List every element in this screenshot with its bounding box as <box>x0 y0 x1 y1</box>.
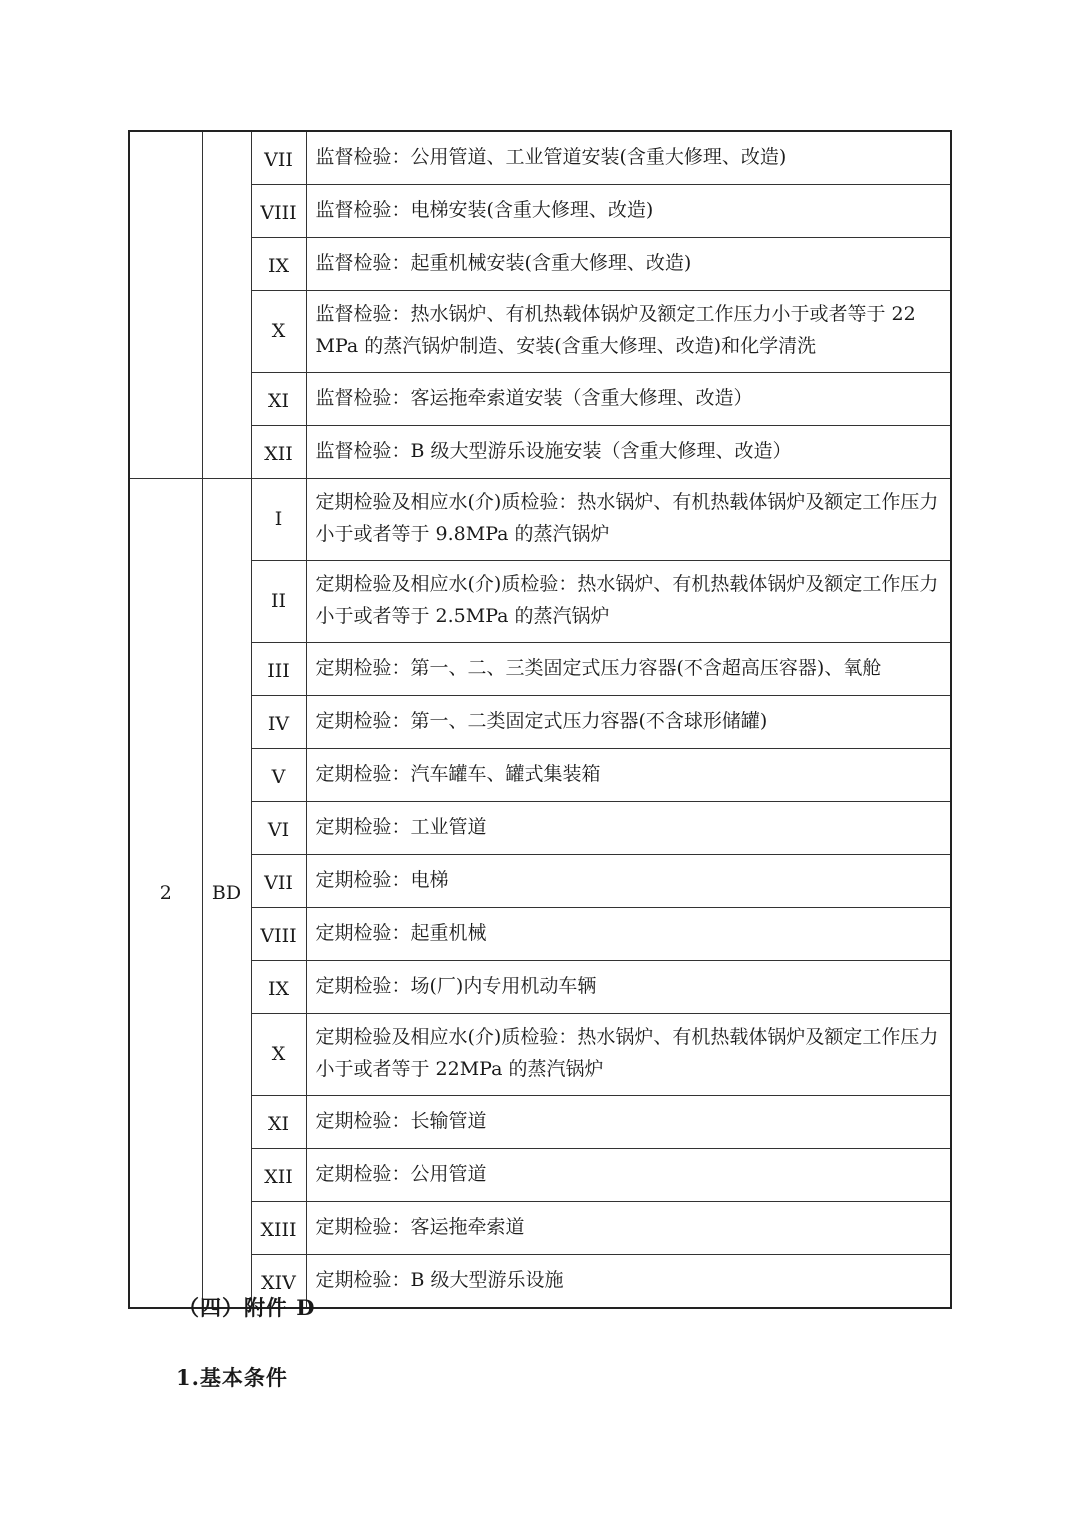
section-heading: （四）附件 D <box>178 1295 316 1320</box>
description-cell: 定期检验及相应水(介)质检验：热水锅炉、有机热载体锅炉及额定工作压力小于或者等于 9.8MPa 的蒸汽锅炉 <box>306 479 951 561</box>
table-row <box>129 855 951 908</box>
table-row <box>129 802 951 855</box>
table-row <box>129 1014 951 1096</box>
table-row <box>129 426 951 479</box>
level-cell: VIII <box>251 908 306 961</box>
description-cell: 定期检验及相应水(介)质检验：热水锅炉、有机热载体锅炉及额定工作压力小于或者等于 22MPa 的蒸汽锅炉 <box>306 1014 951 1096</box>
table-row <box>129 908 951 961</box>
level-cell: IX <box>251 961 306 1014</box>
level-cell: XIII <box>251 1202 306 1255</box>
description-cell: 监督检验：起重机械安装(含重大修理、改造) <box>306 238 951 291</box>
table-row <box>129 479 951 561</box>
inspection-scope-table <box>128 130 952 1309</box>
description-cell: 定期检验：客运拖牵索道 <box>306 1202 951 1255</box>
group-code-cell <box>202 131 251 479</box>
table-row <box>129 238 951 291</box>
description-cell: 定期检验：电梯 <box>306 855 951 908</box>
group-number-cell: 2 <box>129 479 202 1309</box>
description-cell: 监督检验：客运拖牵索道安装（含重大修理、改造） <box>306 373 951 426</box>
level-cell: VI <box>251 802 306 855</box>
description-cell: 定期检验：汽车罐车、罐式集装箱 <box>306 749 951 802</box>
description-cell: 定期检验：公用管道 <box>306 1149 951 1202</box>
description-cell: 监督检验：电梯安装(含重大修理、改造) <box>306 185 951 238</box>
level-cell: XI <box>251 1096 306 1149</box>
description-cell: 定期检验：B 级大型游乐设施 <box>306 1255 951 1309</box>
level-cell: X <box>251 291 306 373</box>
table-row <box>129 131 951 185</box>
table-row <box>129 1149 951 1202</box>
table-row <box>129 185 951 238</box>
level-cell: VII <box>251 131 306 185</box>
table-row <box>129 291 951 373</box>
group-number-cell <box>129 131 202 479</box>
level-cell: XI <box>251 373 306 426</box>
level-cell: XII <box>251 426 306 479</box>
description-cell: 定期检验及相应水(介)质检验：热水锅炉、有机热载体锅炉及额定工作压力小于或者等于 2.5MPa 的蒸汽锅炉 <box>306 561 951 643</box>
level-cell: VIII <box>251 185 306 238</box>
description-cell: 定期检验：起重机械 <box>306 908 951 961</box>
description-cell: 监督检验：B 级大型游乐设施安装（含重大修理、改造） <box>306 426 951 479</box>
sub-heading: 1.基本条件 <box>176 1365 288 1390</box>
level-cell: III <box>251 643 306 696</box>
table-row <box>129 961 951 1014</box>
level-cell: VII <box>251 855 306 908</box>
description-cell: 定期检验：场(厂)内专用机动车辆 <box>306 961 951 1014</box>
table-row <box>129 561 951 643</box>
table-row <box>129 1202 951 1255</box>
level-cell: IX <box>251 238 306 291</box>
description-cell: 定期检验：工业管道 <box>306 802 951 855</box>
level-cell: V <box>251 749 306 802</box>
level-cell: XIV <box>251 1255 306 1309</box>
description-cell: 监督检验：公用管道、工业管道安装(含重大修理、改造) <box>306 131 951 185</box>
table-row <box>129 373 951 426</box>
description-cell: 监督检验：热水锅炉、有机热载体锅炉及额定工作压力小于或者等于 22 MPa 的蒸汽锅炉制造、安装(含重大修理、改造)和化学清洗 <box>306 291 951 373</box>
level-cell: XII <box>251 1149 306 1202</box>
table-row <box>129 749 951 802</box>
table-row <box>129 696 951 749</box>
description-cell: 定期检验：长输管道 <box>306 1096 951 1149</box>
group-code-cell: BD <box>202 479 251 1309</box>
level-cell: IV <box>251 696 306 749</box>
level-cell: I <box>251 479 306 561</box>
level-cell: II <box>251 561 306 643</box>
description-cell: 定期检验：第一、二、三类固定式压力容器(不含超高压容器)、氧舱 <box>306 643 951 696</box>
table-row <box>129 1096 951 1149</box>
level-cell: X <box>251 1014 306 1096</box>
description-cell: 定期检验：第一、二类固定式压力容器(不含球形储罐) <box>306 696 951 749</box>
table-row <box>129 643 951 696</box>
